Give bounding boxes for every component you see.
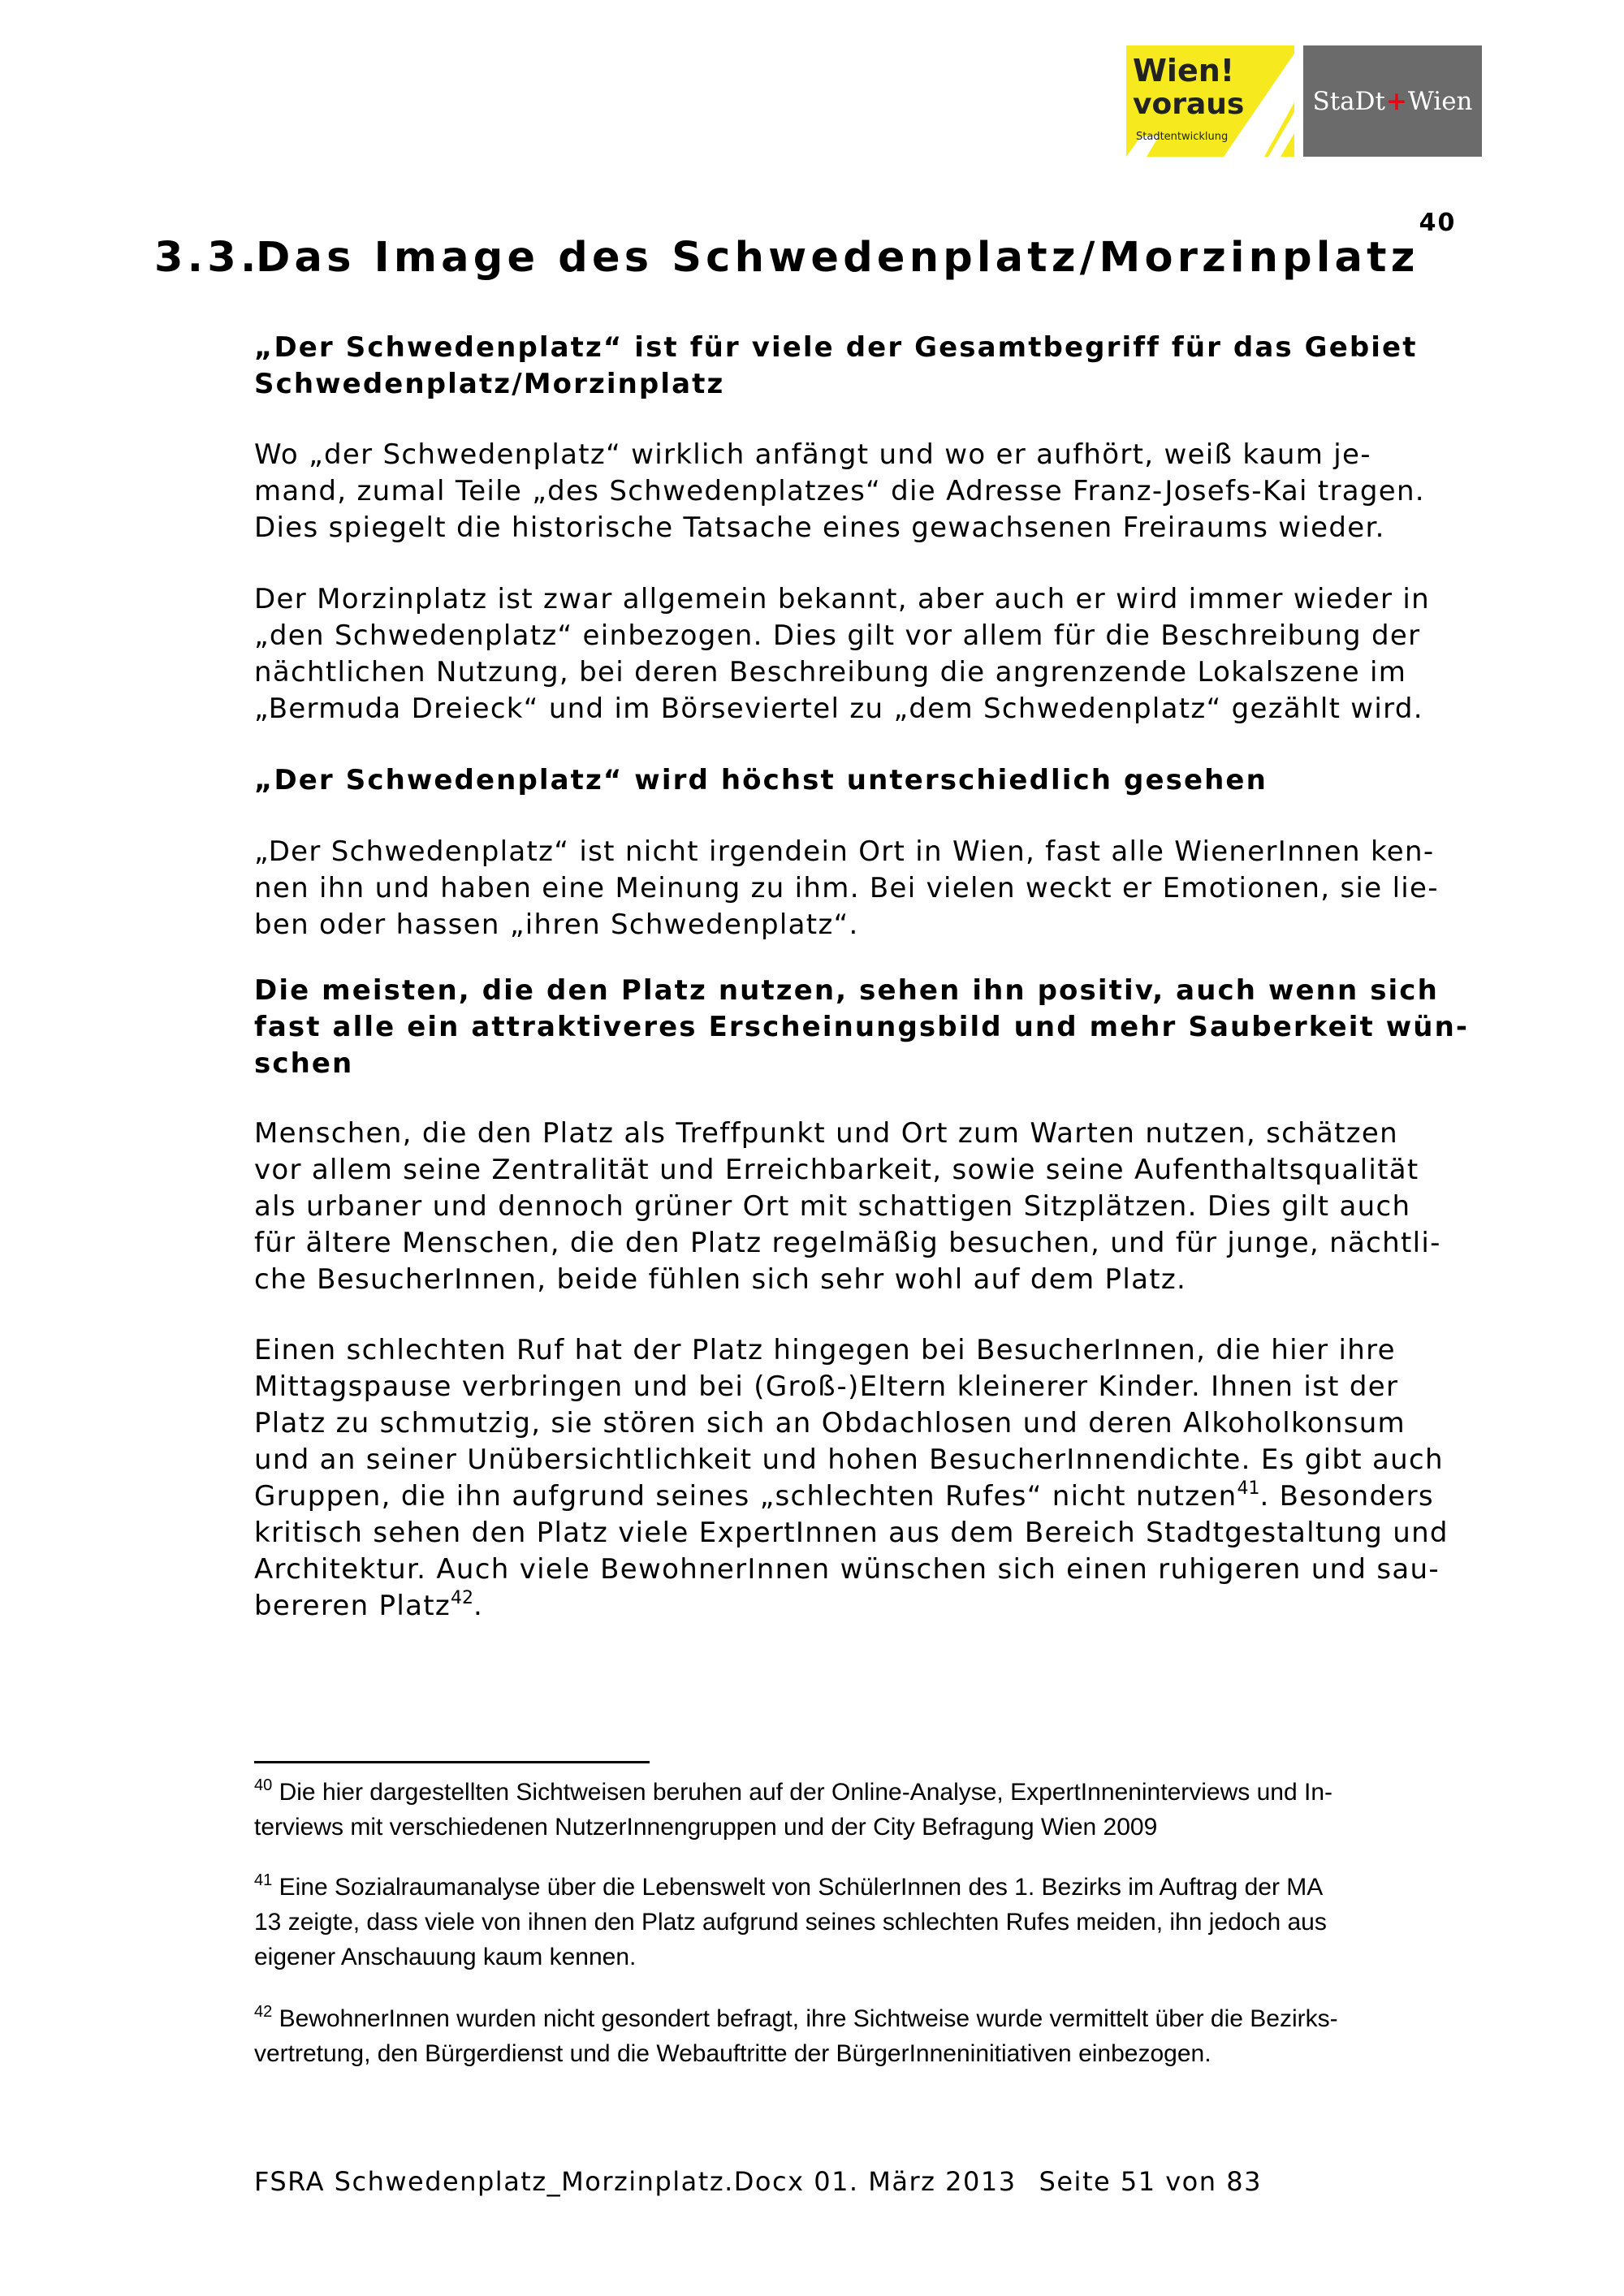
paragraph-line: „den Schwedenplatz“ einbezogen. Dies gilt vor allem für die Beschreibung der bbox=[254, 619, 1421, 652]
paragraph-line: mand, zumal Teile „des Schwedenplatzes“ die Adresse Franz-Josefs-Kai tragen. bbox=[254, 475, 1425, 507]
footnote-text: BewohnerInnen wurden nicht gesondert befragt, ihre Sichtweise wurde vermittelt über die Bezirks- bbox=[279, 2005, 1338, 2032]
stadt-wien-logo-left: StaDt bbox=[1312, 86, 1385, 116]
paragraph-5 bbox=[254, 1332, 1472, 1625]
subheading-3-line: Die meisten, die den Platz nutzen, sehen ihn positiv, auch wenn sich bbox=[254, 974, 1439, 1007]
paragraph-line: vor allem seine Zentralität und Erreichbarkeit, sowie seine Aufenthaltsqualität bbox=[254, 1154, 1419, 1186]
paragraph-line-text: bereren Platz bbox=[254, 1590, 451, 1622]
section-number: 3.3. bbox=[154, 234, 261, 282]
paragraph-line: für ältere Menschen, die den Platz regelmäßig besuchen, und für junge, nächtli- bbox=[254, 1227, 1441, 1259]
footer-doc-info: FSRA Schwedenplatz_Morzinplatz.Docx 01. März 2013 bbox=[254, 2166, 1017, 2197]
page-title bbox=[154, 209, 1457, 287]
logo-line2: voraus bbox=[1133, 88, 1245, 121]
footnote-text: Eine Sozialraumanalyse über die Lebenswelt von SchülerInnen des 1. Bezirks im Auftrag der MA bbox=[279, 1874, 1324, 1901]
footnote-line: 13 zeigte, dass viele von ihnen den Platz aufgrund seines schlechten Rufes meiden, ihn jedoch aus bbox=[254, 1909, 1327, 1936]
footnote-number: 40 bbox=[254, 1776, 273, 1794]
footnote-ref-41: 41 bbox=[1237, 1478, 1260, 1499]
footnote-number: 42 bbox=[254, 2003, 273, 2021]
paragraph-line-with-fn41 bbox=[254, 1478, 1472, 1515]
paragraph-line: Architektur. Auch viele BewohnerInnen wünschen sich einen ruhigeren und sau- bbox=[254, 1553, 1440, 1586]
logo-line3: Stadtentwicklung bbox=[1136, 131, 1229, 143]
wien-voraus-logo bbox=[1126, 45, 1294, 157]
subheading-3 bbox=[254, 973, 1472, 1082]
paragraph-line: Wo „der Schwedenplatz“ wirklich anfängt und wo er aufhört, weiß kaum je- bbox=[254, 438, 1371, 471]
logo-line1: Wien! bbox=[1133, 53, 1235, 88]
footnote-40 bbox=[254, 1775, 1472, 1845]
paragraph-line: „Der Schwedenplatz“ ist nicht irgendein Ort in Wien, fast alle WienerInnen ken- bbox=[254, 835, 1435, 868]
paragraph-line: „Bermuda Dreieck“ und im Börseviertel zu „dem Schwedenplatz“ gezählt wird. bbox=[254, 693, 1423, 725]
footnote-number: 41 bbox=[254, 1871, 273, 1889]
footnote-line: vertretung, den Bürgerdienst und die Webauftritte der BürgerInneninitiativen einbezogen. bbox=[254, 2040, 1212, 2067]
paragraph-line: Einen schlechten Ruf hat der Platz hingegen bei BesucherInnen, die hier ihre bbox=[254, 1334, 1396, 1366]
subheading-3-line: fast alle ein attraktiveres Erscheinungsbild und mehr Sauberkeit wün- bbox=[254, 1011, 1470, 1043]
footnote-41 bbox=[254, 1870, 1472, 1974]
subheading-1 bbox=[254, 330, 1472, 403]
paragraph-line: als urbaner und dennoch grüner Ort mit schattigen Sitzplätzen. Dies gilt auch bbox=[254, 1190, 1411, 1223]
paragraph-line-tail: . Besonders bbox=[1259, 1480, 1434, 1513]
paragraph-2 bbox=[254, 581, 1472, 727]
footnote-line bbox=[254, 1870, 1472, 1905]
paragraph-line: kritisch sehen den Platz viele ExpertInnen aus dem Bereich Stadtgestaltung und bbox=[254, 1517, 1449, 1549]
paragraph-line: und an seiner Unübersichtlichkeit und hohen BesucherInnendichte. Es gibt auch bbox=[254, 1444, 1444, 1476]
footnote-divider bbox=[254, 1761, 650, 1763]
subheading-2-line: „Der Schwedenplatz“ wird höchst unterschiedlich gesehen bbox=[254, 764, 1268, 796]
paragraph-line: Dies spiegelt die historische Tatsache eines gewachsenen Freiraums wieder. bbox=[254, 511, 1385, 544]
paragraph-1 bbox=[254, 437, 1472, 546]
subheading-3-line: schen bbox=[254, 1047, 354, 1080]
footnote-line bbox=[254, 2001, 1472, 2036]
stadt-wien-logo-right: Wien bbox=[1407, 86, 1473, 116]
red-cross-icon: + bbox=[1385, 86, 1407, 116]
paragraph-line: Mittagspause verbringen und bei (Groß-)Eltern kleinerer Kinder. Ihnen ist der bbox=[254, 1370, 1399, 1403]
footnote-line: eigener Anschauung kaum kennen. bbox=[254, 1944, 637, 1970]
paragraph-line-tail: . bbox=[473, 1590, 484, 1622]
footnote-ref-40: 40 bbox=[1419, 209, 1457, 237]
footnote-42 bbox=[254, 2001, 1472, 2071]
subheading-1-line: „Der Schwedenplatz“ ist für viele der Gesamtbegriff für das Gebiet bbox=[254, 331, 1418, 364]
paragraph-line: nen ihn und haben eine Meinung zu ihm. Bei vielen weckt er Emotionen, sie lie- bbox=[254, 872, 1439, 904]
page-footer bbox=[254, 2164, 1262, 2199]
paragraph-line: Platz zu schmutzig, sie stören sich an Obdachlosen und deren Alkoholkonsum bbox=[254, 1407, 1406, 1439]
footnote-line: terviews mit verschiedenen NutzerInnengruppen und der City Befragung Wien 2009 bbox=[254, 1814, 1158, 1841]
stadt-wien-logo bbox=[1303, 45, 1482, 157]
subheading-2 bbox=[254, 762, 1472, 799]
footnote-text: Die hier dargestellten Sichtweisen beruhen auf der Online-Analyse, ExpertInneninterviews und In- bbox=[279, 1779, 1332, 1806]
paragraph-line: nächtlichen Nutzung, bei deren Beschreibung die angrenzende Lokalszene im bbox=[254, 656, 1407, 688]
paragraph-line-with-fn42 bbox=[254, 1588, 1472, 1625]
subheading-1-line: Schwedenplatz/Morzinplatz bbox=[254, 368, 725, 400]
footnote-ref-42: 42 bbox=[451, 1588, 474, 1608]
paragraph-line-text: Gruppen, die ihn aufgrund seines „schlechten Rufes“ nicht nutzen bbox=[254, 1480, 1237, 1513]
paragraph-line: Der Morzinplatz ist zwar allgemein bekannt, aber auch er wird immer wieder in bbox=[254, 583, 1431, 615]
wien-voraus-logo-graphic bbox=[1126, 45, 1294, 157]
paragraph-line: Menschen, die den Platz als Treffpunkt und Ort zum Warten nutzen, schätzen bbox=[254, 1117, 1398, 1150]
paragraph-line: che BesucherInnen, beide fühlen sich sehr wohl auf dem Platz. bbox=[254, 1263, 1187, 1296]
paragraph-line: ben oder hassen „ihren Schwedenplatz“. bbox=[254, 908, 859, 941]
paragraph-4 bbox=[254, 1116, 1472, 1298]
section-title: Das Image des Schwedenplatz/Morzinplatz bbox=[256, 234, 1419, 282]
footer-page-number: Seite 51 von 83 bbox=[1039, 2166, 1262, 2197]
footnote-line bbox=[254, 1775, 1472, 1810]
paragraph-3 bbox=[254, 834, 1472, 943]
